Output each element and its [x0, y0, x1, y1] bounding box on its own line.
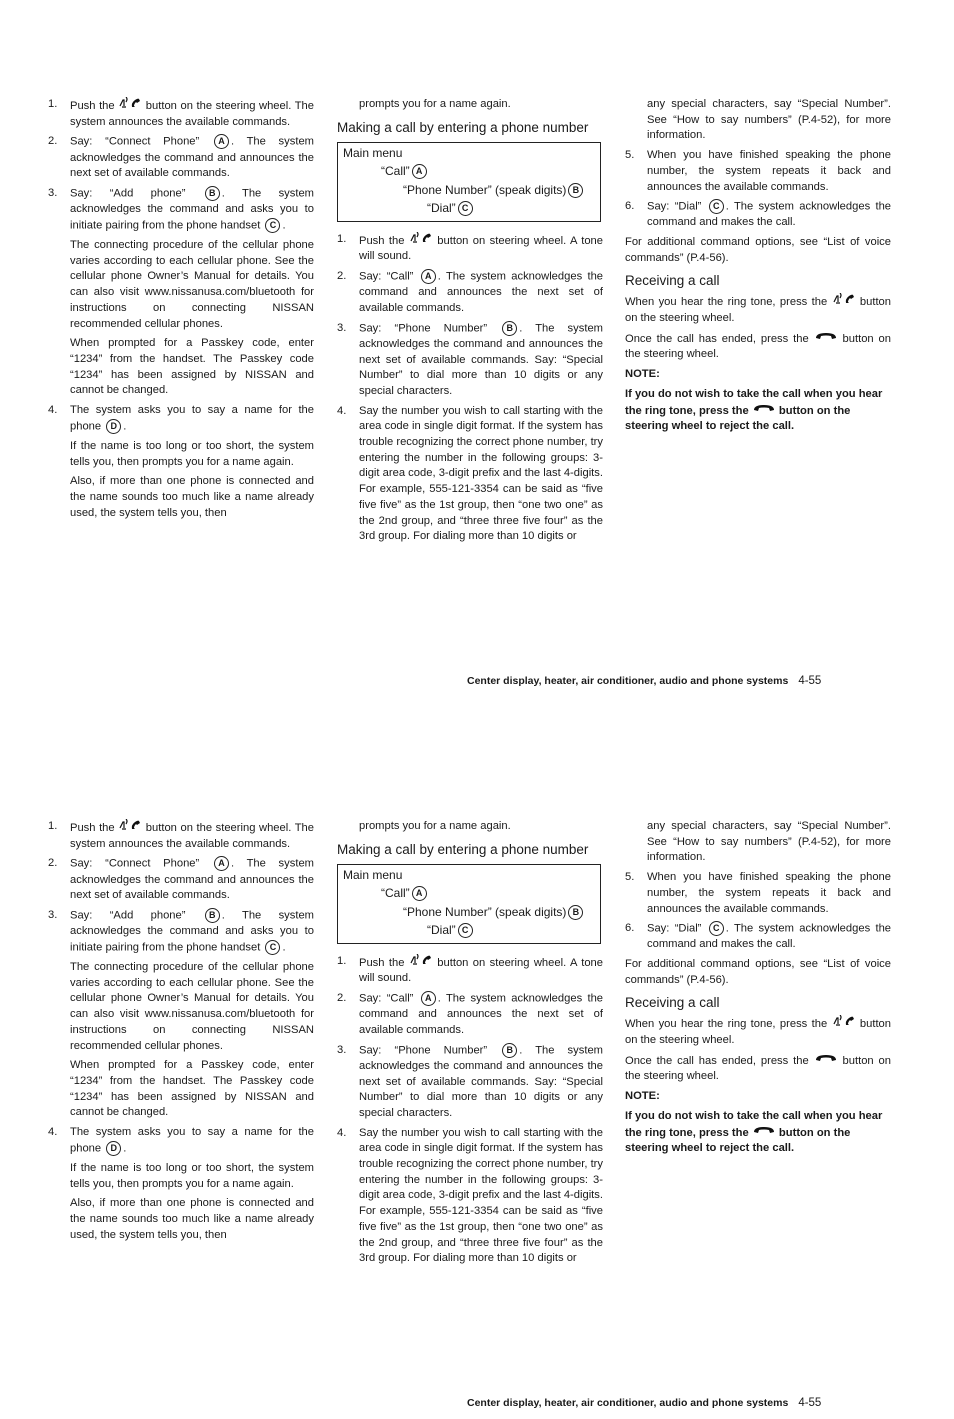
note-text: If you do not wish to take the call when you hear the ring tone, press the button on the steering wheel to reject the call. — [625, 387, 883, 433]
menu-call: “Call” A — [381, 164, 429, 180]
hang-up-icon — [814, 331, 838, 347]
paragraph: prompts you for a name again. — [359, 820, 511, 832]
talk-phone-icon — [832, 293, 856, 311]
page-number: 4-55 — [798, 1397, 822, 1409]
menu-title: Main menu — [343, 145, 403, 160]
callout-b: B — [205, 908, 220, 923]
section-heading: Receiving a call — [625, 995, 720, 1011]
list-item: 1. Push the button on steering wheel. A tone will sound. — [337, 232, 603, 263]
list-item: 1. Push the button on steering wheel. A tone will sound. — [337, 954, 603, 985]
paragraph: When you hear the ring tone, press the button on the steering wheel. — [625, 1015, 891, 1048]
list-item: 3. Say: “Add phone” B . The system acknowledges the command and asks you to initiate pairing from the phone handset C . — [48, 908, 314, 954]
talk-phone-icon — [118, 97, 142, 115]
paragraph: For additional command options, see “List of voice commands” (P.4-56). — [625, 236, 891, 264]
list-item: 5. When you have finished speaking the phone number, the system repeats it back and announces the available commands. — [625, 149, 891, 193]
section-heading: Making a call by entering a phone number — [337, 841, 589, 857]
paragraph: The connecting procedure of the cellular phone varies according to each cellular phone. See the cellular phone Owner’s Manual for details. You can also visit www.nissanusa.com/bluetooth for instructions on connecting NISSAN recommended cellular phones. — [70, 238, 314, 330]
list-item: 2. Say: “Connect Phone” A . The system acknowledges the command and announces the next set of available commands. — [48, 857, 314, 902]
list-item: 3. Say: “Phone Number” B . The system acknowledges the command and announces the next set of available commands. Say: “Special Number” to dial more than 10 digits or any special characters. — [337, 1043, 603, 1119]
manual-page-bottom — [0, 819, 954, 1419]
list-item: 1. Push the button on the steering wheel. The system announces the available commands. — [48, 97, 314, 130]
paragraph: If the name is too long or too short, the system tells you, then prompts you for a name again. — [70, 439, 314, 468]
list-item: 2. Say: “Connect Phone” A . The system acknowledges the command and announces the next set of available commands. — [48, 135, 314, 180]
footer-title: Center display, heater, air conditioner, audio and phone systems — [467, 1397, 789, 1409]
column-3 — [625, 97, 891, 435]
callout-c: C — [265, 218, 280, 233]
voice-menu-diagram — [337, 142, 601, 222]
talk-phone-icon — [118, 819, 142, 837]
paragraph: When prompted for a Passkey code, enter “1234” from the handset. The Passkey code “1234” has been assigned by NISSAN and cannot be changed. — [70, 1059, 314, 1119]
list-item: 4. Say the number you wish to call starting with the area code in single digit format. If the system has trouble recognizing the correct phone number, try entering the number in the following groups: 3-digit area code, 3-digit prefix and the last 4-digits. For example, 555-121-3354 can be said as “five five five” as the 1st group, then “one two one” as the 2nd group, and “three three five four” as the 3rd group. For dialing more than 10 digits or — [337, 404, 603, 543]
column-2 — [337, 819, 603, 1271]
hang-up-icon — [752, 403, 776, 419]
paragraph: Also, if more than one phone is connected and the name sounds too much like a name already used, the system tells you, then — [70, 475, 314, 519]
paragraph: The connecting procedure of the cellular phone varies according to each cellular phone. See the cellular phone Owner’s Manual for details. You can also visit www.nissanusa.com/bluetooth for instructions on connecting NISSAN recommended cellular phones. — [70, 960, 314, 1052]
menu-phone-number: “Phone Number” (speak digits) B — [403, 905, 585, 921]
paragraph: Once the call has ended, press the button on the steering wheel. — [625, 1054, 892, 1083]
column-2 — [337, 97, 603, 549]
callout-d: D — [106, 1141, 121, 1156]
item-number: 1. — [48, 820, 58, 832]
column-3 — [625, 819, 891, 1157]
hang-up-icon — [752, 1125, 776, 1141]
list-item: 4. The system asks you to say a name for the phone D . — [48, 1126, 314, 1155]
note-title: NOTE: — [625, 1090, 660, 1103]
footer-title: Center display, heater, air conditioner, audio and phone systems — [467, 675, 789, 687]
callout-a: A — [214, 134, 229, 149]
paragraph: For additional command options, see “List of voice commands” (P.4-56). — [625, 958, 891, 986]
item-number: 1. — [48, 98, 58, 110]
note-title: NOTE: — [625, 368, 660, 381]
list-item: 1. Push the button on the steering wheel. The system announces the available commands. — [48, 819, 314, 852]
page-footer — [467, 1397, 821, 1409]
talk-phone-icon — [409, 954, 433, 972]
manual-page-top — [0, 97, 954, 697]
list-item: 3. Say: “Add phone” B . The system acknowledges the command and asks you to initiate pairing from the phone handset C . — [48, 186, 314, 232]
section-heading: Receiving a call — [625, 273, 720, 289]
paragraph: When prompted for a Passkey code, enter “1234” from the handset. The Passkey code “1234” has been assigned by NISSAN and cannot be changed. — [70, 337, 314, 397]
menu-call: “Call” A — [381, 886, 429, 902]
talk-phone-icon — [832, 1015, 856, 1033]
page-number: 4-55 — [798, 675, 822, 687]
menu-dial: “Dial” C — [427, 923, 475, 939]
paragraph: When you hear the ring tone, press the button on the steering wheel. — [625, 293, 891, 326]
paragraph: any special characters, say “Special Number”. See “How to say numbers” (P.4-52), for more information. — [647, 98, 891, 142]
list-item: 4. Say the number you wish to call starting with the area code in single digit format. If the system has trouble recognizing the correct phone number, try entering the number in the following groups: 3-digit area code, 3-digit prefix and the last 4-digits. For example, 555-121-3354 can be said as “five five five” as the 1st group, then “one two one” as the 2nd group, and “three three five four” as the 3rd group. For dialing more than 10 digits or — [337, 1126, 603, 1265]
list-item: 2. Say: “Call” A . The system acknowledges the command and announces the next set of available commands. — [337, 270, 604, 314]
list-item: 4. The system asks you to say a name for the phone D . — [48, 404, 314, 433]
list-item: 2. Say: “Call” A . The system acknowledges the command and announces the next set of available commands. — [337, 992, 604, 1036]
paragraph: prompts you for a name again. — [359, 98, 511, 110]
callout-a: A — [214, 856, 229, 871]
list-item: 5. When you have finished speaking the phone number, the system repeats it back and announces the available commands. — [625, 871, 891, 915]
callout-c: C — [265, 940, 280, 955]
menu-title: Main menu — [343, 867, 403, 882]
paragraph: Also, if more than one phone is connected and the name sounds too much like a name already used, the system tells you, then — [70, 1197, 314, 1241]
column-1 — [48, 97, 314, 525]
talk-phone-icon — [409, 232, 433, 250]
list-item: 6. Say: “Dial” C . The system acknowledges the command and makes the call. — [625, 922, 892, 951]
voice-menu-diagram — [337, 864, 601, 944]
callout-d: D — [106, 419, 121, 434]
note-text: If you do not wish to take the call when you hear the ring tone, press the button on the steering wheel to reject the call. — [625, 1109, 883, 1155]
page-footer — [467, 675, 821, 687]
paragraph: any special characters, say “Special Number”. See “How to say numbers” (P.4-52), for more information. — [647, 820, 891, 864]
callout-b: B — [205, 186, 220, 201]
menu-phone-number: “Phone Number” (speak digits) B — [403, 183, 585, 199]
column-1 — [48, 819, 314, 1247]
list-item: 6. Say: “Dial” C . The system acknowledges the command and makes the call. — [625, 200, 892, 229]
menu-dial: “Dial” C — [427, 201, 475, 217]
list-item: 3. Say: “Phone Number” B . The system acknowledges the command and announces the next set of available commands. Say: “Special Number” to dial more than 10 digits or any special characters. — [337, 321, 603, 397]
hang-up-icon — [814, 1053, 838, 1069]
paragraph: Once the call has ended, press the button on the steering wheel. — [625, 332, 892, 361]
paragraph: If the name is too long or too short, the system tells you, then prompts you for a name again. — [70, 1161, 314, 1190]
section-heading: Making a call by entering a phone number — [337, 119, 589, 135]
